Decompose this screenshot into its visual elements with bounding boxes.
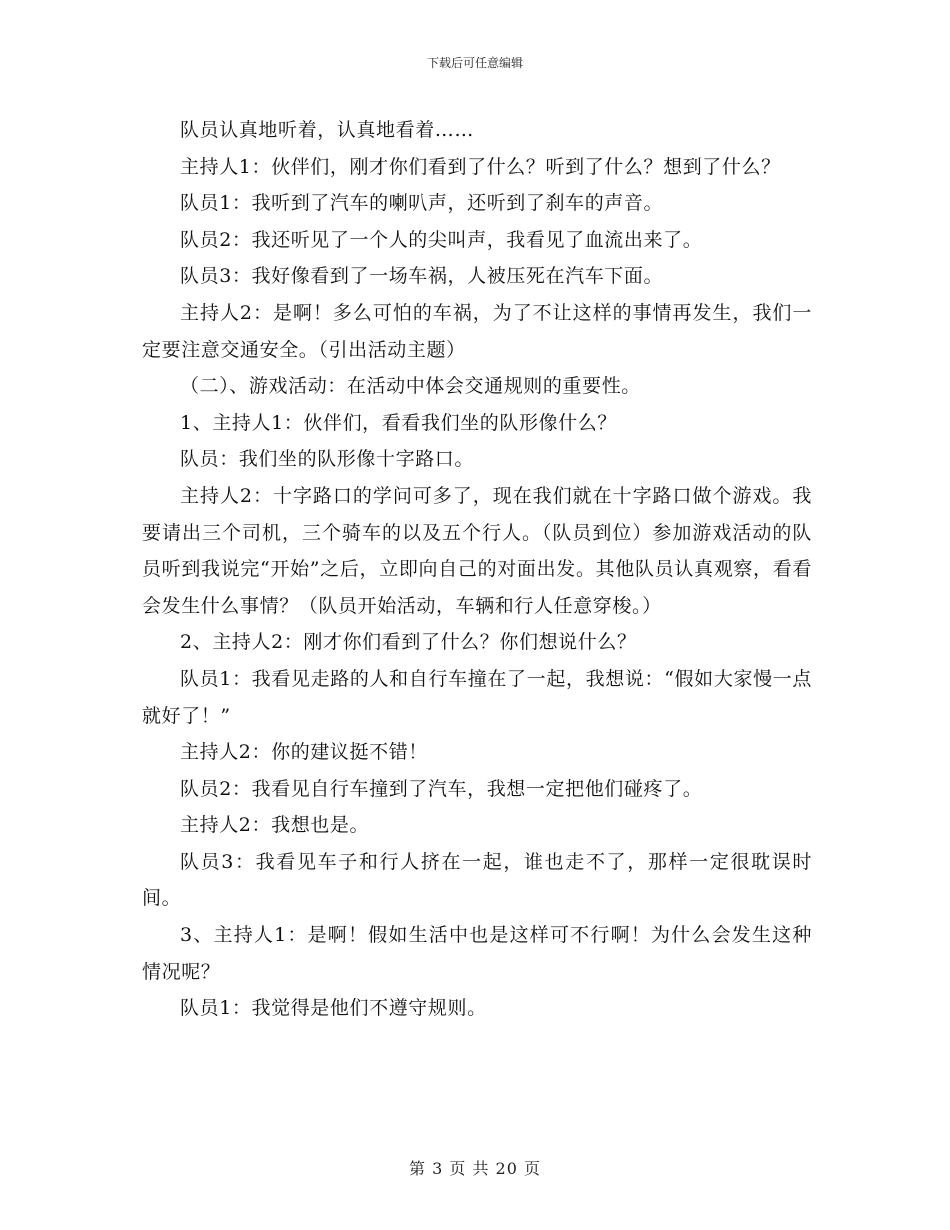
paragraph: 队员1：我觉得是他们不遵守规则。	[180, 997, 487, 1020]
paragraph: 主持人1：伙伴们，刚才你们看到了什么？听到了什么？想到了什么？	[180, 155, 781, 178]
paragraph: 队员3：我看见车子和行人挤在一起，谁也走不了，那样一定很耽误时间。	[142, 850, 812, 910]
page-number: 第 3 页 共 20 页	[409, 1159, 541, 1178]
paragraph: 队员2：我看见自行车撞到了汽车，我想一定把他们碰疼了。	[180, 777, 703, 800]
page-header: 下载后可任意编辑	[426, 56, 523, 70]
paragraph: 1、主持人1：伙伴们，看看我们坐的队形像什么？	[180, 411, 617, 434]
paragraph: 3、主持人1：是啊！假如生活中也是这样可不行啊！为什么会发生这种情况呢？	[142, 924, 812, 983]
paragraph: 队员认真地听着，认真地看着……	[180, 119, 475, 141]
paragraph: 主持人2：我想也是。	[180, 814, 370, 837]
paragraph: 2、主持人2：刚才你们看到了什么？你们想说什么？	[180, 631, 637, 654]
paragraph: 队员3：我好像看到了一场车祸，人被压死在汽车下面。	[180, 265, 664, 288]
paragraph: 队员1：我看见走路的人和自行车撞在了一起，我想说：“假如大家慢一点就好了！”	[142, 667, 812, 727]
paragraph: 队员2：我还听见了一个人的尖叫声，我看见了血流出来了。	[180, 228, 703, 251]
paragraph: 主持人2：是啊！多么可怕的车祸，为了不让这样的事情再发生，我们一定要注意交通安全。（引出活动主题）	[142, 301, 812, 361]
section-heading: （二）、游戏活动：在活动中体会交通规则的重要性。	[180, 375, 641, 398]
paragraph: 队员1：我听到了汽车的喇叭声，还听到了刹车的声音。	[180, 192, 664, 215]
paragraph: 队员：我们坐的队形像十字路口。	[180, 448, 475, 471]
paragraph: 主持人2：你的建议挺不错！	[180, 741, 428, 764]
paragraph: 主持人2：十字路口的学问可多了，现在我们就在十字路口做个游戏。我要请出三个司机，三个骑车的以及五个行人。（队员到位）参加游戏活动的队员听到我说完“开始”之后，立即向自己的对面出发。其他队员认真观察，看看会发生什么事情？（队员开始活动，车辆和行人任意穿梭。）	[142, 484, 812, 617]
document-body	[142, 112, 812, 1027]
